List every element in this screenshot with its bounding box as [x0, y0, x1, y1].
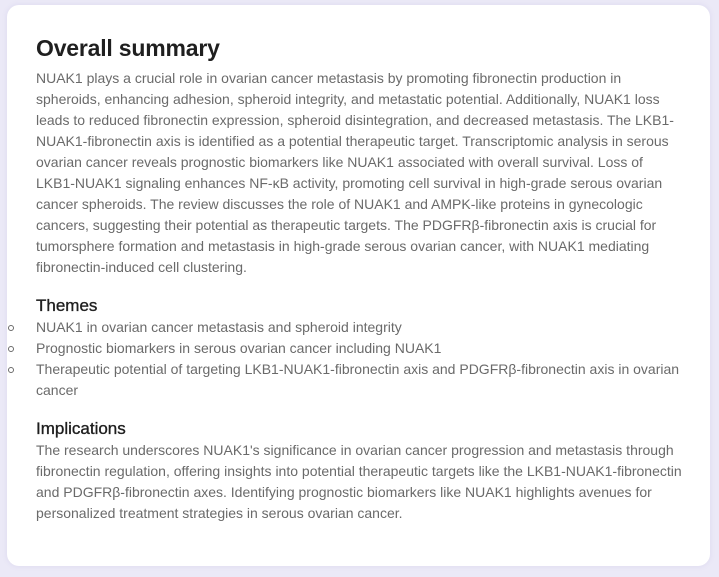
summary-content — [36, 34, 684, 524]
circle-bullet-icon — [8, 346, 14, 352]
theme-item-text: NUAK1 in ovarian cancer metastasis and spheroid integrity — [36, 319, 402, 335]
themes-heading: Themes — [36, 296, 98, 315]
implications-heading: Implications — [36, 419, 126, 438]
theme-item — [36, 338, 684, 359]
theme-item — [36, 359, 684, 401]
circle-bullet-icon — [8, 367, 14, 373]
overall-summary-heading: Overall summary — [36, 35, 220, 61]
theme-item-text: Therapeutic potential of targeting LKB1-NUAK1-fibronectin axis and PDGFRβ-fibronectin axis in ovarian cancer — [36, 361, 680, 398]
theme-item-text: Prognostic biomarkers in serous ovarian cancer including NUAK1 — [36, 340, 442, 356]
theme-item — [36, 317, 684, 338]
implications-text: The research underscores NUAK1's significance in ovarian cancer progression and metastasis through fibronectin regulation, offering insights into potential therapeutic targets like the LKB1-NUAK1-fibronectin and PDGFRβ-fibronectin axes. Identifying prognostic biomarkers like NUAK1 highlights avenues for personalized treatment strategies in serous ovarian cancer. — [36, 442, 682, 521]
themes-list — [36, 317, 684, 401]
overall-summary-text: NUAK1 plays a crucial role in ovarian cancer metastasis by promoting fibronectin production in spheroids, enhancing adhesion, spheroid integrity, and metastatic potential. Additionally, NUAK1 loss leads to reduced fibronectin expression, spheroid disintegration, and decreased metastasis. The LKB1-NUAK1-fibronectin axis is identified as a potential therapeutic target. Transcriptomic analysis in serous ovarian cancer reveals prognostic biomarkers like NUAK1 associated with overall survival. Loss of LKB1-NUAK1 signaling enhances NF-κB activity, promoting cell survival in high-grade serous ovarian cancer spheroids. The review discusses the role of NUAK1 and AMPK-like proteins in gynecologic cancers, suggesting their potential as therapeutic targets. The PDGFRβ-fibronectin axis is crucial for tumorsphere formation and metastasis in high-grade serous ovarian cancer, with NUAK1 mediating fibronectin-induced cell clustering. — [36, 70, 674, 275]
summary-card — [7, 5, 710, 566]
circle-bullet-icon — [8, 325, 14, 331]
